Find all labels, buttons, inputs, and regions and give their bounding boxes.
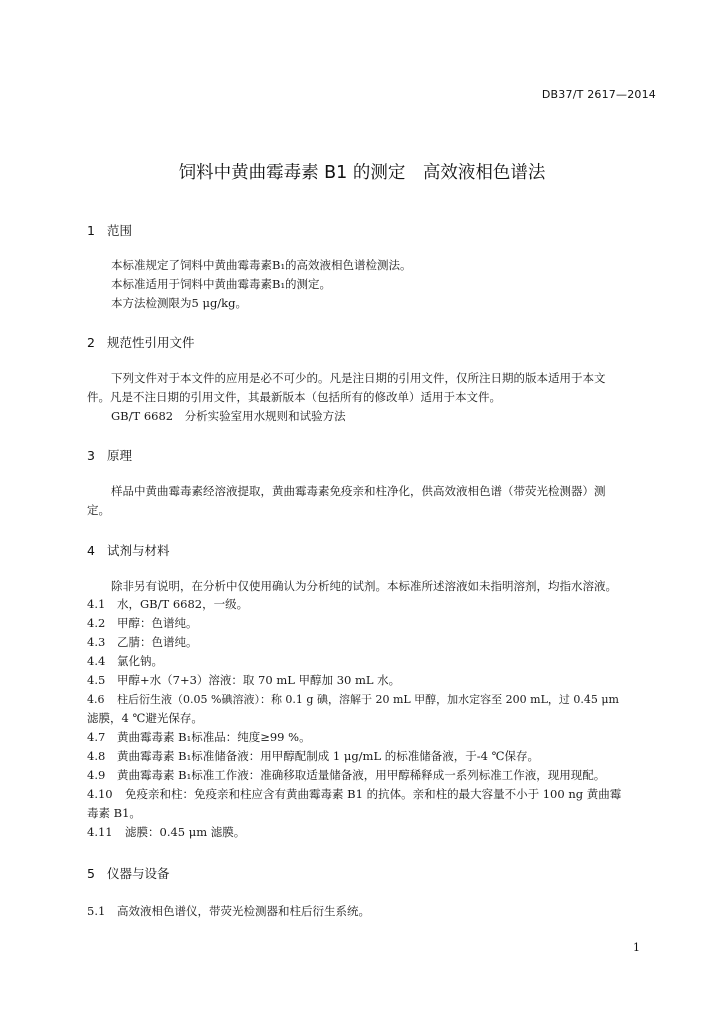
item-text: 黄曲霉毒素 B₁标准工作液：准确移取适量储备液，用甲醇稀释成一系列标准工作液，现用现配。 [117,768,606,782]
paragraph-line: 下列文件对于本文件的应用是必不可少的。凡是注日期的引用文件，仅所注日期的版本适用于本文 [111,371,606,385]
item-text: 氯化钠。 [117,654,163,668]
item-text: 高效液相色谱仪，带荧光检测器和柱后衍生系统。 [117,904,370,918]
paragraph-line: 定。 [87,503,110,517]
section-title: 试剂与材料 [107,543,170,558]
item-text: 黄曲霉毒素 B₁标准品：纯度≥99 %。 [117,730,311,744]
reference-line: GB/T 6682 分析实验室用水规则和试验方法 [111,409,346,423]
paragraph-line: 本标准规定了饲料中黄曲霉毒素B₁的高效液相色谱检测法。 [111,258,412,272]
list-item [87,634,198,650]
item-number: 5.1 [87,904,106,918]
section-number: 1 [87,223,95,238]
section-title: 原理 [107,448,133,463]
item-text: 柱后衍生液（0.05 %碘溶液）：称 0.1 g 碘，溶解于 20 mL 甲醇，加水定容至 200 mL，过 0.45 μm [117,693,619,706]
section-number: 5 [87,866,95,881]
list-item [87,596,248,612]
paragraph-line: 除非另有说明，在分析中仅使用确认为分析纯的试剂。本标准所述溶液如未指明溶剂，均指水溶液。 [111,579,617,593]
section-heading-apparatus [87,864,170,882]
paragraph-line: 件。凡是不注日期的引用文件，其最新版本（包括所有的修改单）适用于本文件。 [87,390,501,404]
item-text: 甲醇+水（7+3）溶液：取 70 mL 甲醇加 30 mL 水。 [117,673,401,687]
item-text: 水，GB/T 6682，一级。 [117,597,249,611]
list-item [87,691,619,707]
item-number: 4.8 [87,749,106,763]
section-heading-scope [87,221,132,239]
item-number: 4.10 [87,787,113,801]
list-item [87,748,539,764]
item-text: 滤膜：0.45 μm 滤膜。 [125,825,246,839]
item-number: 4.5 [87,673,106,687]
item-number: 4.4 [87,654,106,668]
list-item [87,653,163,669]
section-number: 3 [87,448,95,463]
item-continuation: 毒素 B1。 [87,806,141,820]
item-number: 4.3 [87,635,106,649]
list-item [87,672,400,688]
page-number: 1 [633,941,640,954]
list-item [87,903,370,919]
section-number: 2 [87,335,95,350]
section-title: 仪器与设备 [107,866,170,881]
item-number: 4.7 [87,730,106,744]
section-title: 规范性引用文件 [107,335,195,350]
list-item [87,729,311,745]
section-heading-principle [87,446,132,464]
paragraph-line: 样品中黄曲霉毒素经溶液提取，黄曲霉毒素免疫亲和柱净化，供高效液相色谱（带荧光检测器）测 [111,484,606,498]
list-item [87,615,198,631]
standard-code: DB37/T 2617—2014 [541,88,656,101]
list-item [87,824,245,840]
document-title: 饲料中黄曲霉毒素 B1 的测定 高效液相色谱法 [178,163,546,183]
section-title: 范围 [107,223,133,238]
item-number: 4.1 [87,597,106,611]
section-number: 4 [87,543,95,558]
paragraph-line: 本方法检测限为5 μg/kg。 [111,296,248,310]
item-text: 黄曲霉毒素 B₁标准储备液：用甲醇配制成 1 μg/mL 的标准储备液，于-4 ℃保存。 [117,749,539,763]
item-text: 免疫亲和柱：免疫亲和柱应含有黄曲霉毒素 B1 的抗体。亲和柱的最大容量不小于 100 ng 黄曲霉 [125,787,622,801]
item-number: 4.11 [87,825,113,839]
list-item [87,767,605,783]
item-number: 4.2 [87,616,106,630]
item-text: 乙腈：色谱纯。 [117,635,198,649]
item-text: 甲醇：色谱纯。 [117,616,198,630]
section-heading-normative-references [87,333,195,351]
item-number: 4.9 [87,768,106,782]
list-item [87,786,621,802]
item-continuation: 滤膜，4 ℃避光保存。 [87,711,203,725]
section-heading-reagents [87,541,170,559]
paragraph-line: 本标准适用于饲料中黄曲霉毒素B₁的测定。 [111,277,332,291]
item-number: 4.6 [87,693,105,706]
